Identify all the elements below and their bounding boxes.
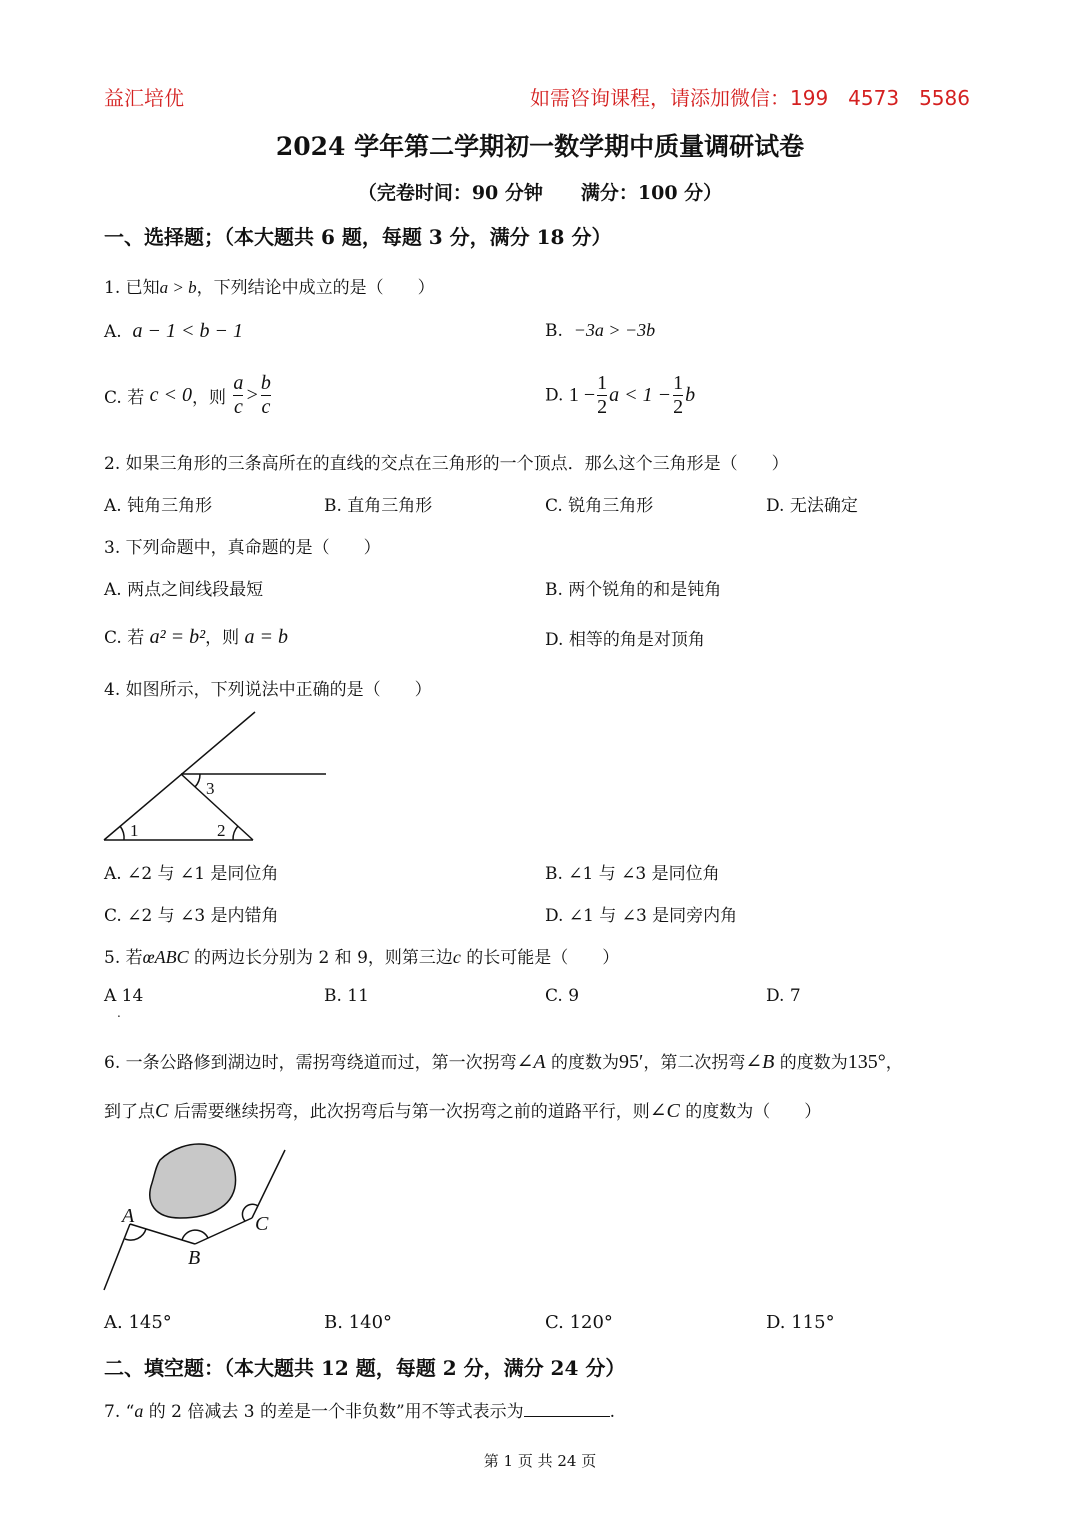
contact-info: 如需咨询课程，请添加微信：199 4573 5586 xyxy=(530,86,970,110)
stray-dot: . xyxy=(117,1006,121,1020)
q6-road-before-a xyxy=(104,1224,130,1290)
q6-label-a: A xyxy=(122,1205,135,1227)
q4-option-c: C. ∠2 与 ∠3 是内错角 xyxy=(104,906,279,926)
q6-option-a: A. 145° xyxy=(104,1312,172,1333)
q6-road-after-c xyxy=(252,1150,285,1218)
question-6-line-1: 6. 一条公路修到湖边时，需拐弯绕道而过，第一次拐弯∠A 的度数为95′，第二次拐弯∠B 的度数为135°， xyxy=(104,1051,903,1073)
q6-option-d: D. 115° xyxy=(766,1312,835,1333)
q7-answer-blank[interactable] xyxy=(524,1400,610,1417)
q3-option-d: D. 相等的角是对顶角 xyxy=(545,630,705,650)
question-5: 5. 若œABC 的两边长分别为 2 和 9，则第三边c 的长可能是（ ） xyxy=(104,947,620,968)
question-2: 2. 如果三角形的三条高所在的直线的交点在三角形的一个顶点．那么这个三角形是（ ） xyxy=(104,454,789,474)
q2-option-a: A. 钝角三角形 xyxy=(104,496,213,516)
fraction-a-over-c: $\frac{a}{c}$ xyxy=(233,372,244,418)
question-4: 4. 如图所示，下列说法中正确的是（ ） xyxy=(104,680,432,700)
q1-option-b: B. −3a > −3b xyxy=(545,320,656,341)
q5-option-c: C. 9 xyxy=(545,986,580,1006)
q4-angle-1-arc xyxy=(120,826,124,840)
q3-option-b: B. 两个锐角的和是钝角 xyxy=(545,580,722,600)
q4-option-d: D. ∠1 与 ∠3 是同旁内角 xyxy=(545,906,738,926)
question-6-line-2: 到了点C 后需要继续拐弯，此次拐弯后与第一次拐弯之前的道路平行，则∠C 的度数为（ ） xyxy=(104,1100,822,1122)
page-subtitle: （完卷时间：90 分钟 满分：100 分） xyxy=(357,182,723,204)
q4-angle-3-arc xyxy=(195,774,200,787)
q5-option-d: D. 7 xyxy=(766,986,801,1006)
q5-option-a: A 14 xyxy=(104,986,144,1006)
q4-angle-figure xyxy=(100,708,340,848)
fraction-half-1: $\frac{1}{2}$ xyxy=(597,372,608,418)
q3-option-a: A. 两点之间线段最短 xyxy=(104,580,264,600)
q2-option-d: D. 无法确定 xyxy=(766,496,858,516)
q4-option-b: B. ∠1 与 ∠3 是同位角 xyxy=(545,864,720,884)
section-2-heading: 二、填空题：（本大题共 12 题，每题 2 分，满分 24 分） xyxy=(104,1356,626,1380)
q1-option-c: C. 若 c < 0，则 $\frac{a}{c}$ > $\frac{b}{c}$ xyxy=(104,372,271,418)
fraction-half-2: $\frac{1}{2}$ xyxy=(673,372,684,418)
q2-option-c: C. 锐角三角形 xyxy=(545,496,654,516)
q4-option-a: A. ∠2 与 ∠1 是同位角 xyxy=(104,864,279,884)
brand-name: 益汇培优 xyxy=(104,86,184,110)
q6-road-b-to-c xyxy=(195,1218,252,1244)
q1-stem-a: 1. 已知 xyxy=(104,278,160,298)
question-7: 7. “a 的 2 倍减去 3 的差是一个非负数”用不等式表示为 . xyxy=(104,1401,616,1422)
question-1 xyxy=(104,273,435,298)
q6-road-lake-figure xyxy=(100,1138,300,1298)
q1-condition: a > b xyxy=(159,278,197,297)
q1-option-a: A. a − 1 < b − 1 xyxy=(104,320,243,342)
q3-option-c: C. 若 a² = b²，则 a = b xyxy=(104,626,289,648)
q4-label-3: 3 xyxy=(206,779,215,798)
q6-option-c: C. 120° xyxy=(545,1312,613,1333)
q4-angle-2-arc xyxy=(233,826,238,840)
question-3: 3. 下列命题中，真命题的是（ ） xyxy=(104,538,381,558)
page-title: 2024 学年第二学期初一数学期中质量调研试卷 xyxy=(275,132,805,161)
q4-label-1: 1 xyxy=(130,821,139,840)
q6-option-b: B. 140° xyxy=(324,1312,393,1333)
q6-label-b: B xyxy=(188,1247,201,1269)
page-footer: 第 1 页 共 24 页 xyxy=(483,1452,597,1470)
q6-label-c: C xyxy=(255,1213,269,1235)
q4-label-2: 2 xyxy=(217,821,226,840)
q1-option-d: D. 1 − $\frac{1}{2}$ a < 1 − $\frac{1}{2}$ b xyxy=(545,372,696,418)
q2-option-b: B. 直角三角形 xyxy=(324,496,433,516)
q5-option-b: B. 11 xyxy=(324,986,369,1006)
fraction-b-over-c: $\frac{b}{c}$ xyxy=(260,372,271,418)
q6-angle-b-arc xyxy=(182,1230,208,1240)
section-1-heading: 一、选择题；（本大题共 6 题，每题 3 分，满分 18 分） xyxy=(104,225,612,249)
lake-shape xyxy=(150,1144,236,1218)
q1-stem-b: ，下列结论中成立的是（ ） xyxy=(196,278,435,298)
